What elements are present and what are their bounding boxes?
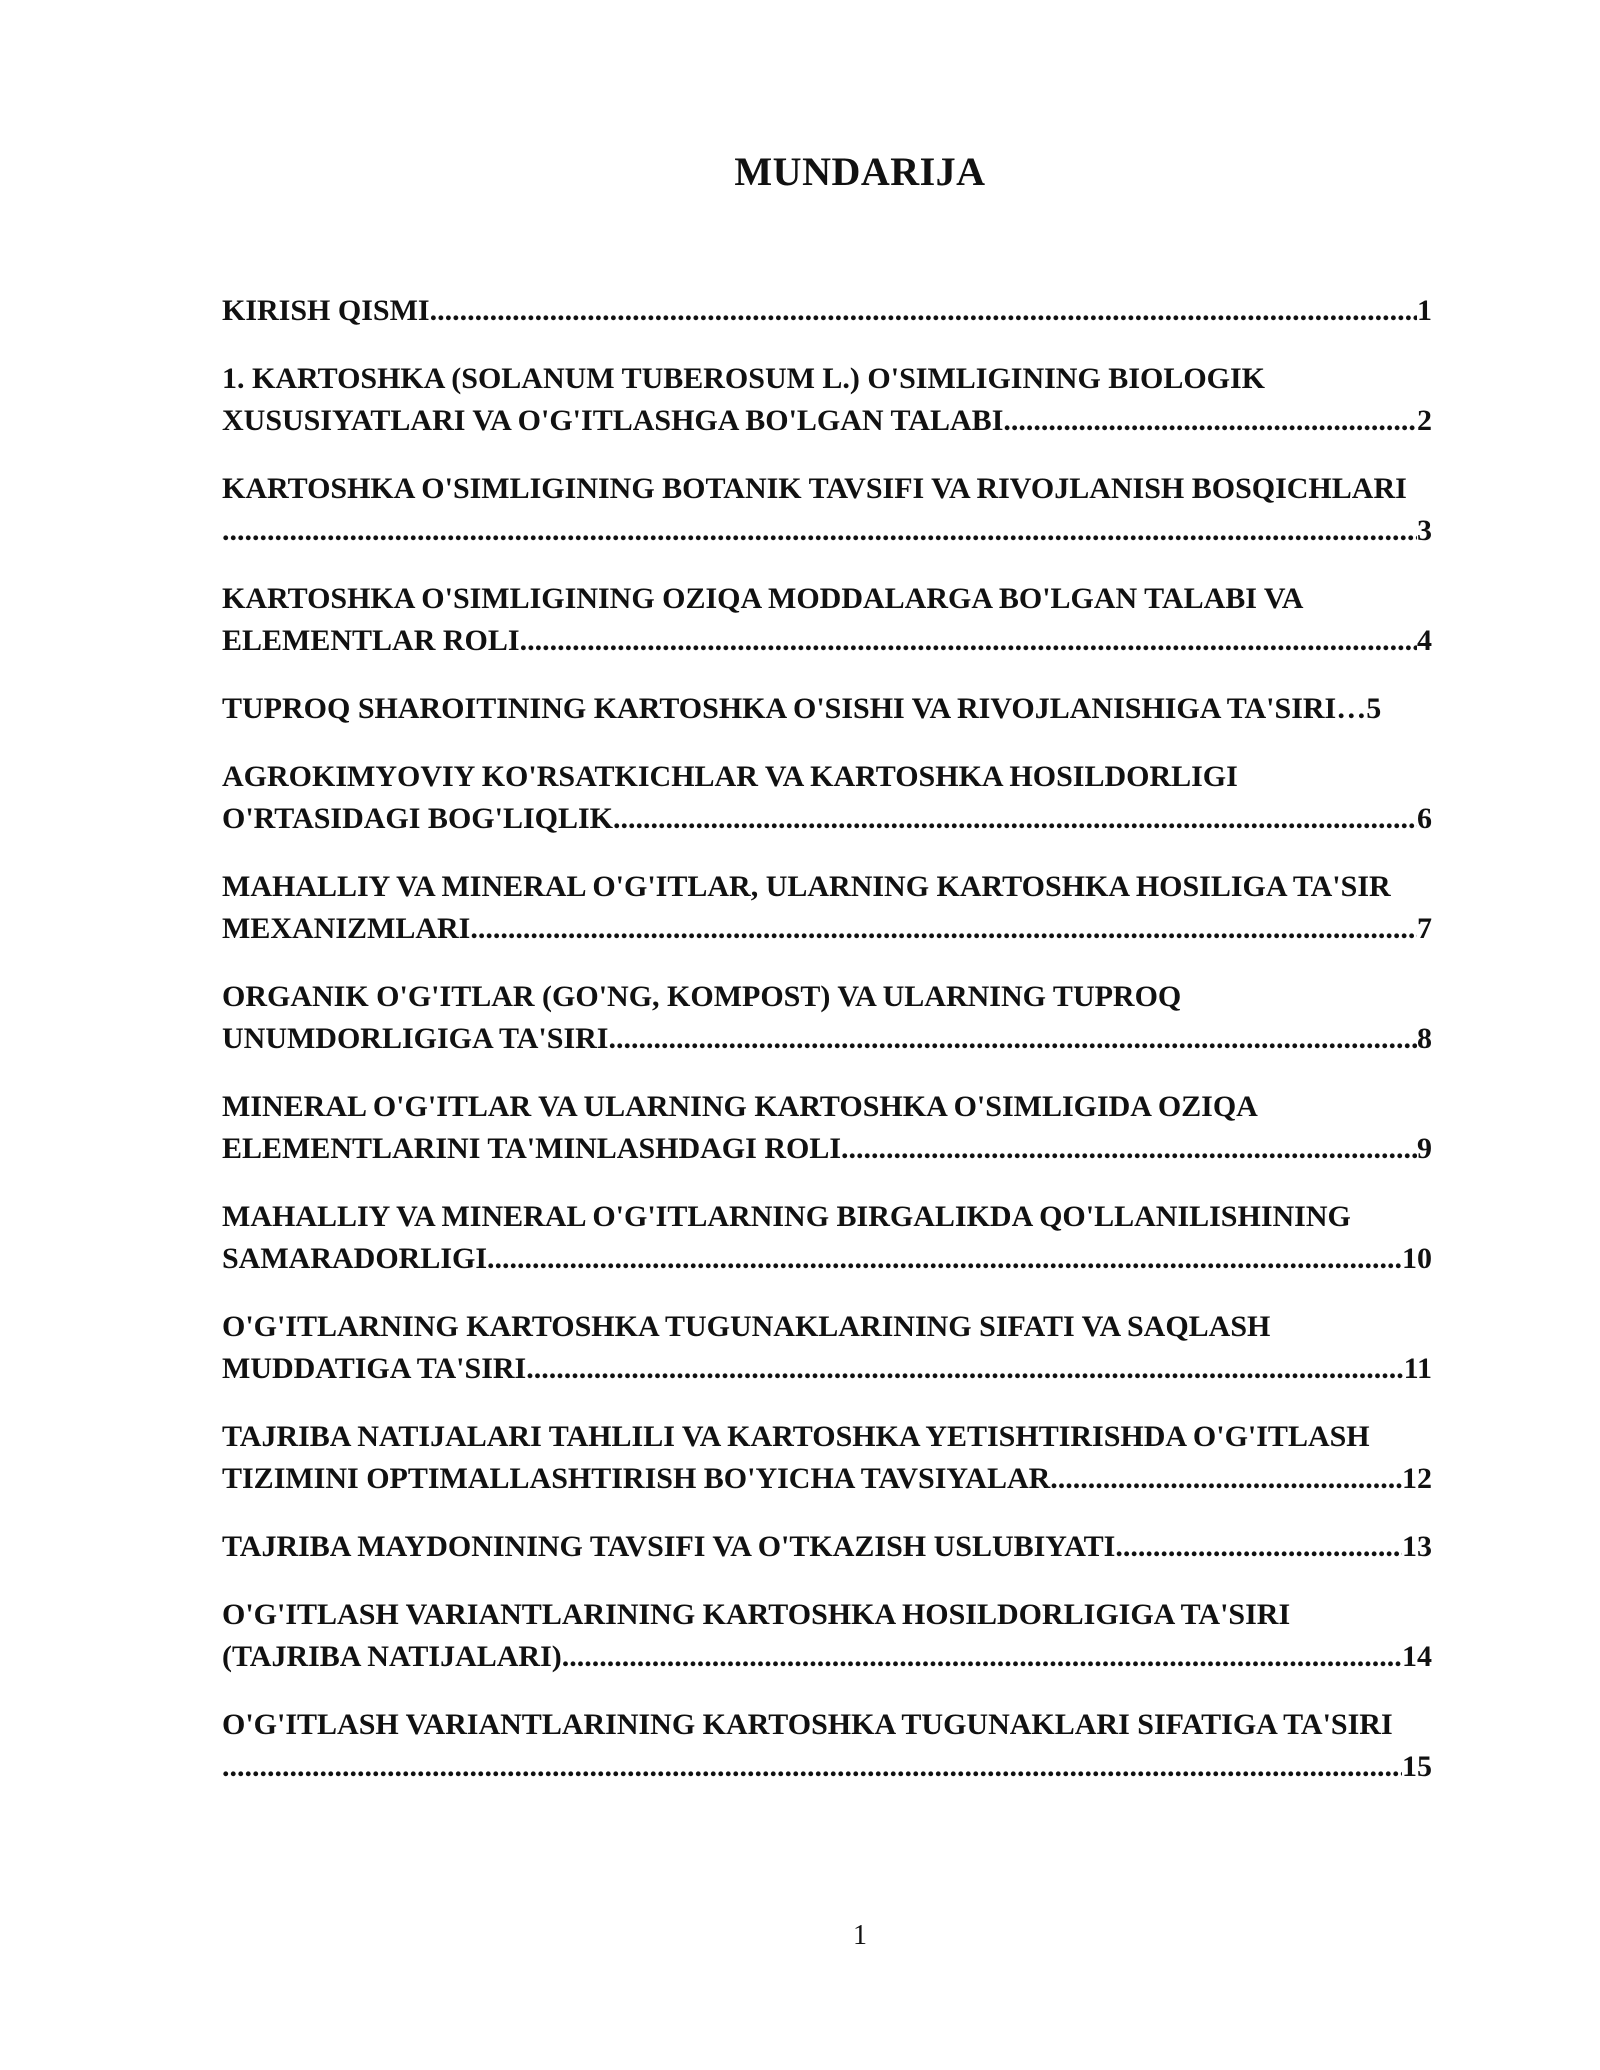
dot-leader <box>562 1636 1402 1678</box>
toc-entry[interactable] <box>222 1526 1432 1568</box>
toc-entry-line <box>222 1458 1432 1500</box>
toc-entry[interactable] <box>222 290 1432 332</box>
toc-entry[interactable] <box>222 1704 1432 1788</box>
toc-entry-title-line-2: MEXANIZMLARI <box>222 912 471 945</box>
toc-entry-line <box>222 1128 1432 1170</box>
dot-leader <box>487 1238 1402 1280</box>
toc-entry-line <box>222 290 1432 332</box>
dot-leader <box>470 908 1417 950</box>
toc-entry[interactable] <box>222 976 1432 1060</box>
dot-leader <box>608 1018 1417 1060</box>
toc-entry-title-line-1: MAHALLIY VA MINERAL O'G'ITLARNING BIRGALIKDA QO'LLANILISHINING <box>222 1200 1351 1233</box>
page-title: MUNDARIJA <box>734 149 986 194</box>
toc-entry-line <box>222 1348 1432 1390</box>
toc-entry-title: TUPROQ SHAROITINING KARTOSHKA O'SISHI VA RIVOJLANISHIGA TA'SIRI… <box>222 692 1367 725</box>
toc-page-number: 4 <box>1417 624 1432 657</box>
toc-entry-line <box>222 688 1432 730</box>
toc-page-number: 11 <box>1403 1352 1432 1385</box>
toc-page-number: 9 <box>1417 1132 1432 1165</box>
toc-entry-title-line-2: XUSUSIYATLARI VA O'G'ITLASHGA BO'LGAN TALABI <box>222 404 1004 437</box>
toc-page-number: 13 <box>1402 1530 1432 1563</box>
toc-page-number: 14 <box>1402 1640 1432 1673</box>
toc-entry-title-line-2: ELEMENTLARINI TA'MINLASHDAGI ROLI <box>222 1132 841 1165</box>
toc-entry[interactable] <box>222 1594 1432 1678</box>
toc-entry-title-line-1: MAHALLIY VA MINERAL O'G'ITLAR, ULARNING KARTOSHKA HOSILIGA TA'SIR <box>222 870 1391 903</box>
toc-entry-line <box>222 510 1432 552</box>
toc-page-number: 15 <box>1402 1750 1432 1783</box>
toc-page-number: 10 <box>1402 1242 1432 1275</box>
toc-entry-title-line-2: ELEMENTLAR ROLI <box>222 624 520 657</box>
toc-entry-title-line-2: MUDDATIGA TA'SIRI <box>222 1352 527 1385</box>
toc-entry[interactable] <box>222 866 1432 950</box>
toc-entry-line <box>222 798 1432 840</box>
toc-entry[interactable] <box>222 358 1432 442</box>
toc-entry[interactable] <box>222 1086 1432 1170</box>
toc-entry-line <box>222 908 1432 950</box>
dot-leader <box>526 1348 1403 1390</box>
toc-entry-line <box>222 1746 1432 1788</box>
toc-entry-title: TAJRIBA MAYDONINING TAVSIFI VA O'TKAZISH USLUBIYATI <box>222 1530 1116 1563</box>
dot-leader <box>430 290 1417 332</box>
dot-leader <box>613 798 1417 840</box>
toc-entry[interactable] <box>222 1196 1432 1280</box>
toc-entry-line <box>222 400 1432 442</box>
toc-entry-title-line-2: UNUMDORLIGIGA TA'SIRI <box>222 1022 609 1055</box>
toc-entry-title-line-1: O'G'ITLASH VARIANTLARINING KARTOSHKA TUGUNAKLARI SIFATIGA TA'SIRI <box>222 1708 1393 1741</box>
toc-page-number: 1 <box>1417 294 1432 327</box>
toc-entry[interactable] <box>222 688 1432 730</box>
toc-entry[interactable] <box>222 1306 1432 1390</box>
toc-entry-title-line-1: KARTOSHKA O'SIMLIGINING OZIQA MODDALARGA BO'LGAN TALABI VA <box>222 582 1304 615</box>
dot-leader <box>222 1746 1402 1788</box>
toc-entry-title-line-1: O'G'ITLARNING KARTOSHKA TUGUNAKLARINING SIFATI VA SAQLASH <box>222 1310 1271 1343</box>
toc-entry-title-line-1: TAJRIBA NATIJALARI TAHLILI VA KARTOSHKA YETISHTIRISHDA O'G'ITLASH <box>222 1420 1370 1453</box>
toc-page-number: 8 <box>1417 1022 1432 1055</box>
dot-leader <box>520 620 1417 662</box>
toc-entry-title-line-1: O'G'ITLASH VARIANTLARINING KARTOSHKA HOSILDORLIGIGA TA'SIRI <box>222 1598 1291 1631</box>
toc-page-number: 7 <box>1417 912 1432 945</box>
toc-entry[interactable] <box>222 578 1432 662</box>
toc-entry-line <box>222 1018 1432 1060</box>
page-number-footer: 1 <box>853 1920 867 1951</box>
toc-entry-title-line-2: (TAJRIBA NATIJALARI) <box>222 1640 562 1673</box>
dot-leader <box>1003 400 1417 442</box>
dot-leader <box>1115 1526 1402 1568</box>
toc-entry-line <box>222 1636 1432 1678</box>
toc-entry[interactable] <box>222 468 1432 552</box>
toc-page-number: 2 <box>1417 404 1432 437</box>
dot-leader <box>1050 1458 1402 1500</box>
toc-entry-title-line-1: ORGANIK O'G'ITLAR (GO'NG, KOMPOST) VA ULARNING TUPROQ <box>222 980 1182 1013</box>
table-of-contents <box>222 290 1432 1814</box>
toc-entry-title-line-1: 1. KARTOSHKA (SOLANUM TUBEROSUM L.) O'SIMLIGINING BIOLOGIK <box>222 362 1266 395</box>
toc-entry-title-line-2: O'RTASIDAGI BOG'LIQLIK <box>222 802 613 835</box>
toc-page-number: 3 <box>1417 514 1432 547</box>
toc-entry-title-line-2: SAMARADORLIGI <box>222 1242 488 1275</box>
toc-page-number: 6 <box>1417 802 1432 835</box>
toc-entry-title-line-2: TIZIMINI OPTIMALLASHTIRISH BO'YICHA TAVSIYALAR <box>222 1462 1051 1495</box>
toc-entry-line <box>222 620 1432 662</box>
toc-entry-title-line-1: KARTOSHKA O'SIMLIGINING BOTANIK TAVSIFI VA RIVOJLANISH BOSQICHLARI <box>222 472 1407 505</box>
toc-page-number: 12 <box>1402 1462 1432 1495</box>
toc-page-number: 5 <box>1366 692 1382 725</box>
dot-leader <box>841 1128 1417 1170</box>
toc-entry[interactable] <box>222 1416 1432 1500</box>
toc-entry-title-line-1: AGROKIMYOVIY KO'RSATKICHLAR VA KARTOSHKA HOSILDORLIGI <box>222 760 1238 793</box>
dot-leader <box>222 510 1417 552</box>
toc-entry-title-line-1: MINERAL O'G'ITLAR VA ULARNING KARTOSHKA O'SIMLIGIDA OZIQA <box>222 1090 1258 1123</box>
toc-entry[interactable] <box>222 756 1432 840</box>
toc-entry-line <box>222 1526 1432 1568</box>
toc-entry-line <box>222 1238 1432 1280</box>
toc-entry-title: KIRISH QISMI <box>222 294 430 327</box>
